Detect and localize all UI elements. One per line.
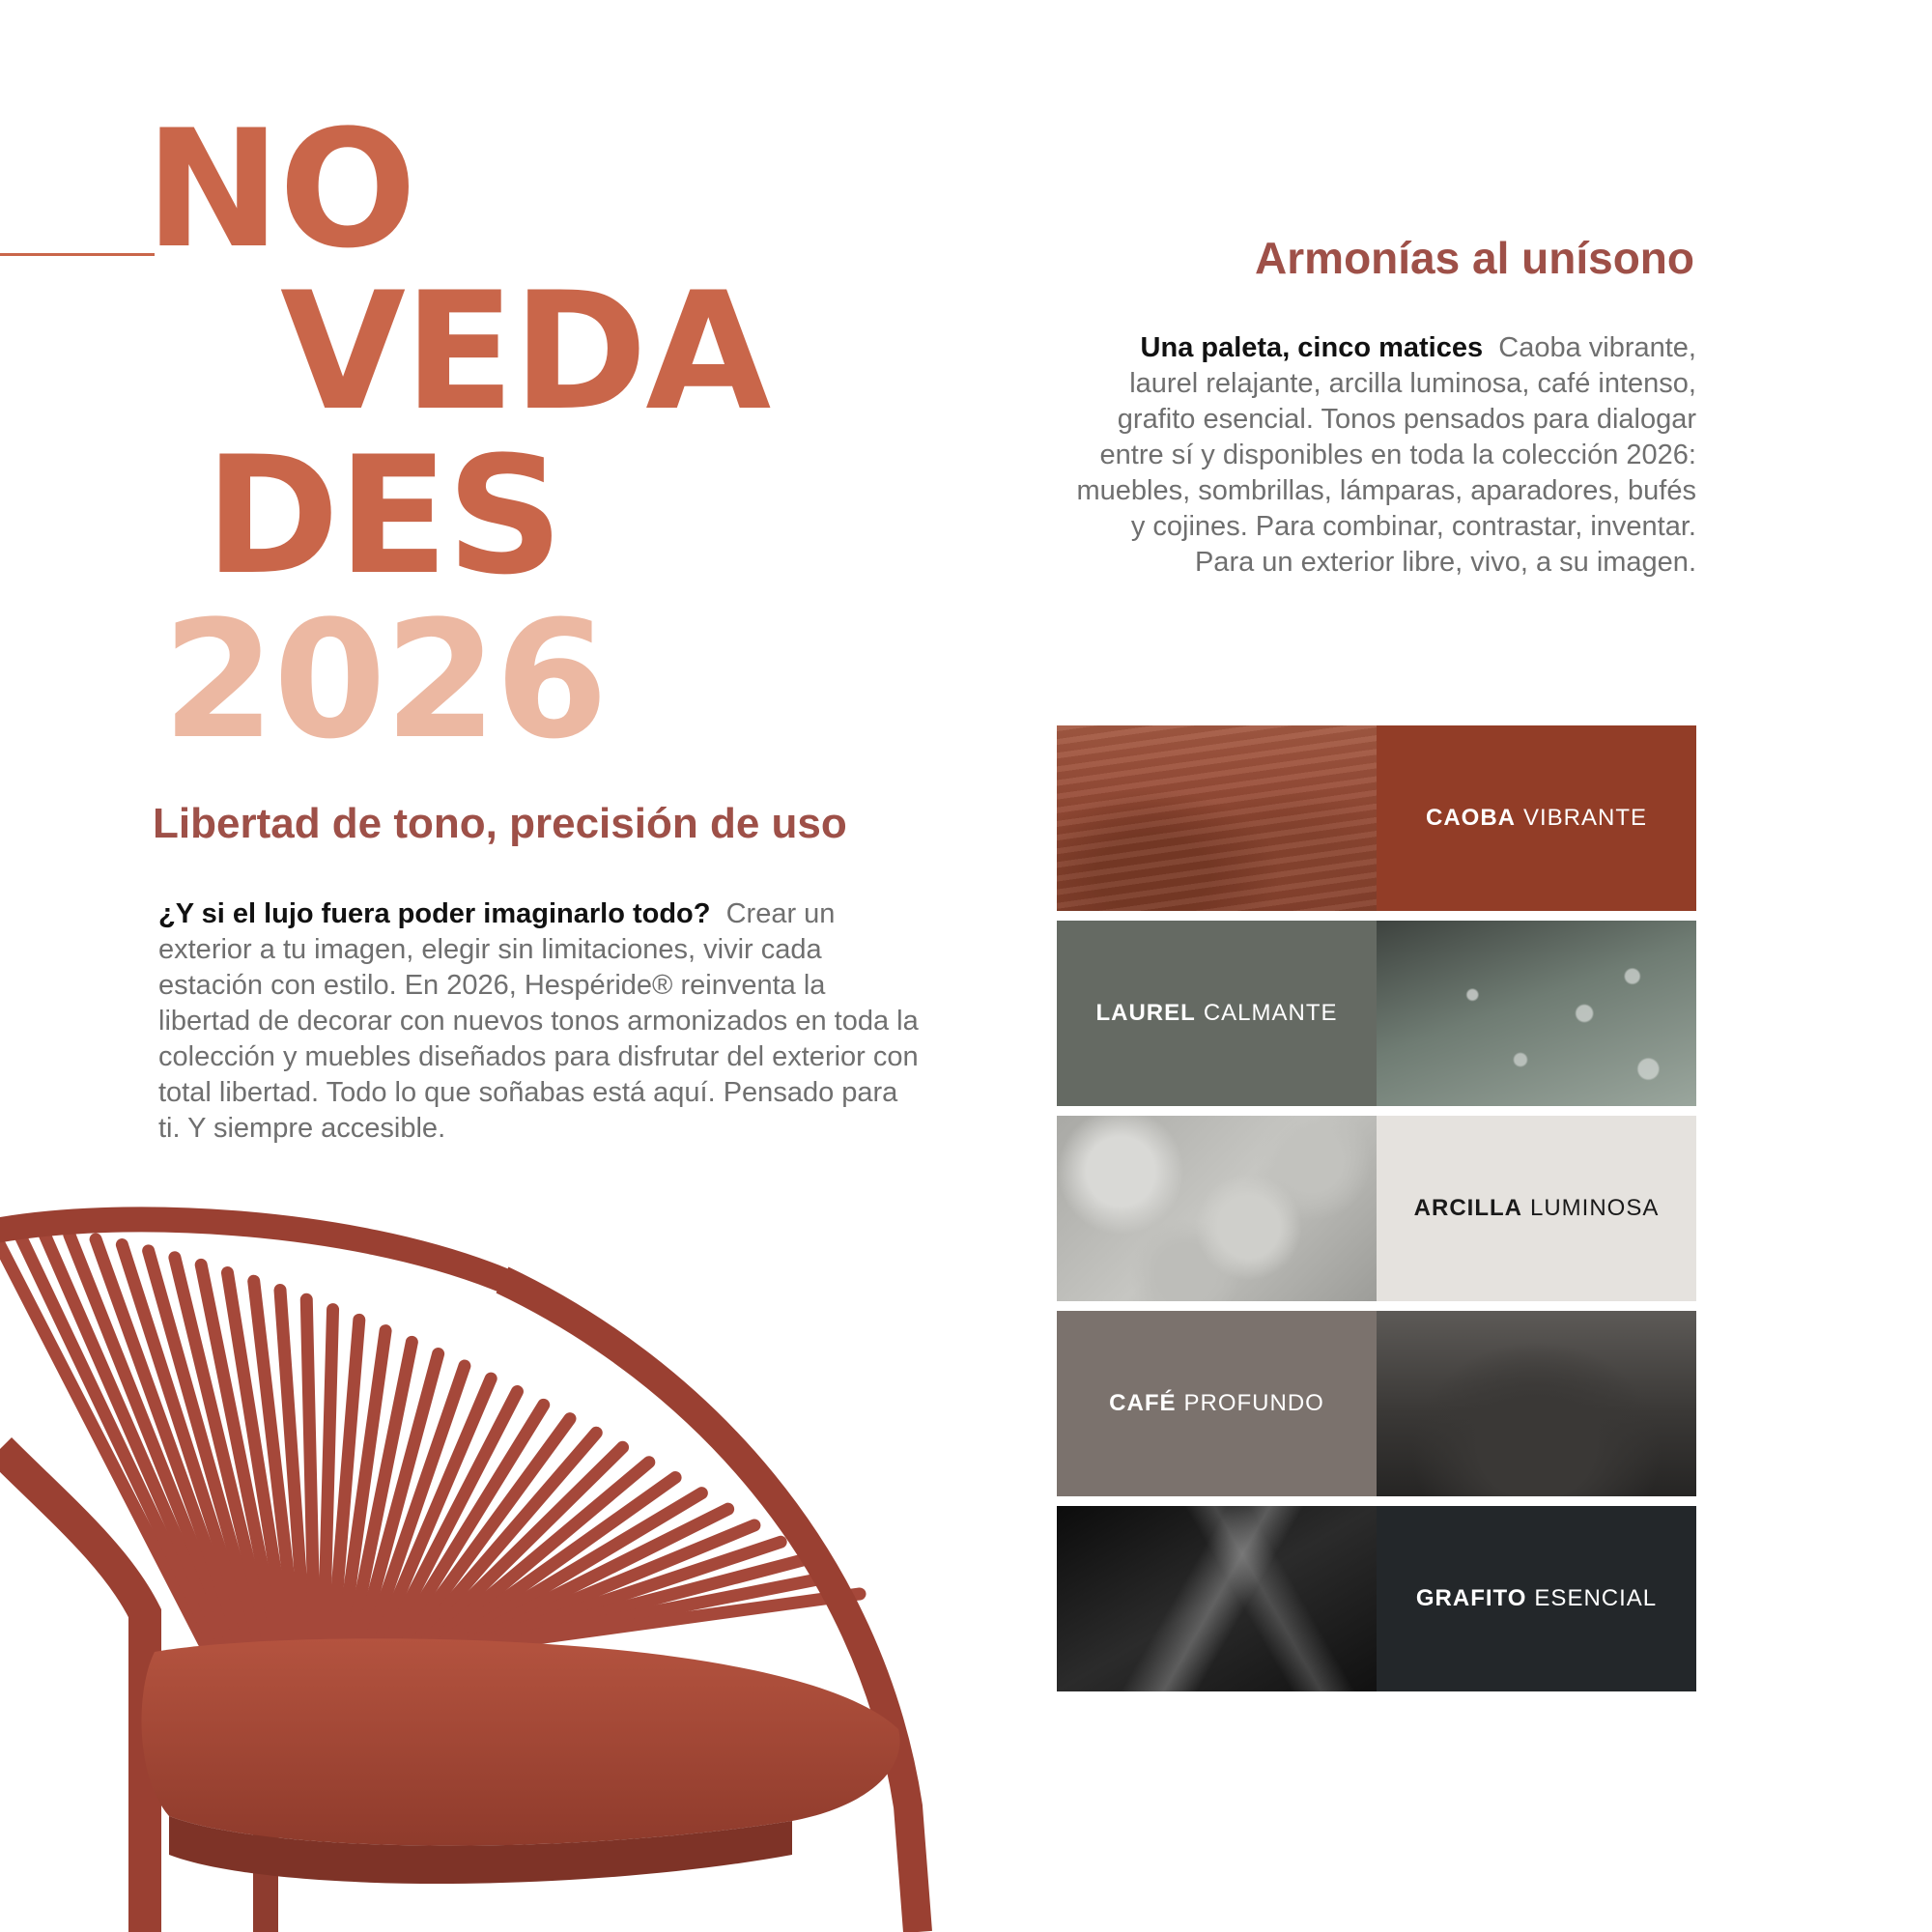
swatch-caoba-name: CAOBA [1425, 805, 1516, 831]
swatch-row-grafito [1057, 1506, 1696, 1691]
swatch-caoba-descriptor: VIBRANTE [1522, 805, 1648, 831]
color-swatch-grid [1057, 725, 1696, 1701]
swatch-caoba [1377, 725, 1696, 911]
freedom-paragraph [158, 896, 922, 1147]
swatch-row-laurel [1057, 921, 1696, 1106]
swatch-row-caoba [1057, 725, 1696, 911]
swatch-row-cafe [1057, 1311, 1696, 1496]
swatch-row-arcilla [1057, 1116, 1696, 1301]
clay-texture-image [1057, 1116, 1377, 1301]
swatch-arcilla-name: ARCILLA [1413, 1195, 1522, 1221]
coal-texture-image [1057, 1506, 1377, 1691]
chair-spoke [0, 1227, 204, 1642]
swatch-arcilla-descriptor: LUMINOSA [1529, 1195, 1660, 1221]
swatch-grafito-name: GRAFITO [1415, 1585, 1527, 1611]
headline-line-3: DES [205, 421, 562, 611]
headline-line-1: NO [145, 95, 415, 284]
headline-line-2: VEDA [280, 257, 770, 446]
wood-texture-image [1057, 725, 1377, 911]
swatch-arcilla [1377, 1116, 1696, 1301]
chair-image [0, 1188, 947, 1932]
palette-lead: Una paleta, cinco matices [1140, 332, 1484, 363]
swatch-cafe-descriptor: PROFUNDO [1183, 1390, 1324, 1416]
palette-body: Caoba vibrante, laurel relajante, arcilla luminosa, café intenso, grafito esencial. Tonos pensados para dialogar entre sí y disponibles en toda la colección 2026: muebles, sombrillas, lámparas, aparadores, bufés y cojines. Para combinar, contrastar, inventar. Para un exterior libre, vivo, a su imagen. [1076, 332, 1696, 578]
swatch-laurel-name: LAUREL [1095, 1000, 1196, 1026]
freedom-lead: ¿Y si el lujo fuera poder imaginarlo todo? [158, 898, 711, 929]
soil-texture-image [1377, 1311, 1696, 1496]
swatch-cafe [1057, 1311, 1377, 1496]
swatch-grafito [1377, 1506, 1696, 1691]
headline-year: 2026 [162, 585, 607, 775]
swatch-laurel [1057, 921, 1377, 1106]
title-rule [0, 253, 155, 256]
palette-paragraph [1072, 330, 1696, 581]
freedom-heading: Libertad de tono, precisión de uso [153, 800, 847, 847]
leaf-texture-image [1377, 921, 1696, 1106]
swatch-cafe-name: CAFÉ [1109, 1390, 1177, 1416]
palette-heading: Armonías al unísono [1255, 233, 1694, 283]
swatch-grafito-descriptor: ESENCIAL [1534, 1585, 1658, 1611]
chair-spoke [306, 1299, 314, 1642]
swatch-laurel-descriptor: CALMANTE [1203, 1000, 1338, 1026]
freedom-body: Crear un exterior a tu imagen, elegir sin limitaciones, vivir cada estación con estilo. En 2026, Hespéride® reinventa la libertad de decorar con nuevos tonos armonizados en toda la colección y muebles diseñados para disfrutar del exterior con total libertad. Todo lo que soñabas está aquí. Pensado para ti. Y siempre accesible. [158, 898, 919, 1144]
